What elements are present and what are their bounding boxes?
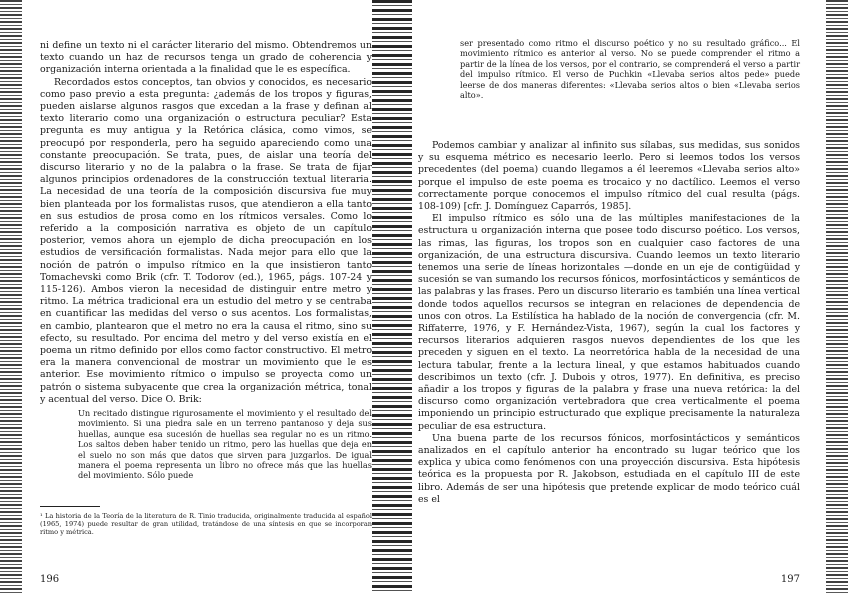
left-body-text bbox=[40, 40, 372, 406]
right-paragraph: El impulso rítmico es sólo una de las múltiples manifestaciones de la estructura u organización interna que posee todo discurso poético. Los versos, las rimas, las figuras, los tropos son en cualquier caso factores de una organización, de una estructura discursiva. Cuando leemos un texto literario tenemos una serie de líneas horizontales —donde en un eje de contigüidad y sucesión se van sumando los recursos fónicos, morfosintácticos y semánticos de las palabras y las frases. Pero un discurso literario es también una línea vertical donde todos aquellos recursos se integran en relaciones de dependencia de unos con otros. La Estilística ha hablado de la noción de convergencia (cfr. M. Riffaterre, 1976, y F. Hernández-Vista, 1967), según la cual los factores y recursos literarios adquieren rasgos nuevos dependientes de los que les preceden y siguen en el texto. La neorretórica habla de la necesidad de una lectura tabular, frente a la lectura lineal, y que estamos habituados cuando describimos un texto (cfr. J. Dubois y otros, 1977). En definitiva, es preciso añadir a los tropos y figuras de la palabra y frase una nueva retórica: la del discurso como organización vertebradora que crea verticalmente el poema imponiendo un principio estructurado que explique precisamente la naturaleza peculiar de esa estructura. bbox=[418, 213, 800, 432]
left-paragraph: ni define un texto ni el carácter literario del mismo. Obtendremos un texto cuando un haz de recursos tenga un grado de coherencia y organización interna orientada a la finalidad que le es específica. bbox=[40, 40, 372, 76]
scan-edge-right bbox=[826, 0, 848, 593]
right-body-text bbox=[418, 140, 800, 506]
footnote: ¹ La historia de la Teoría de la literatura de R. Tinio traducida, originalmente traducida al español (1965, 1974) puede resultar de gran utilidad, tratándose de una síntesis en que se incorporan ritmo y métrica. bbox=[40, 512, 372, 536]
footnote-rule bbox=[40, 506, 100, 507]
page-number-right: 197 bbox=[780, 574, 800, 585]
left-page bbox=[40, 0, 372, 593]
right-paragraph: Una buena parte de los recursos fónicos, morfosintácticos y semánticos analizados en el capítulo anterior ha encontrado su lugar teórico que los explica y ubica como fenómenos con una proyección discursiva. Esta hipótesis teórica es la propuesta por R. Jakobson, estudiada en el capítulo III de este libro. Además de ser una hipótesis que pretende explicar de modo teórico cuál es el bbox=[418, 432, 800, 505]
block-quote: Un recitado distingue rigurosamente el movimiento y el resultado del movimiento. Si una piedra sale en un terreno pantanoso y deja sus huellas, aunque esa sucesión de huellas sea regular no es un ritmo. Los saltos deben haber tenido un ritmo, pero las huellas que deja en el suelo no son más que datos que sirven para juzgarlos. De igual manera el poema representa un libro no ofrece más que las huellas del movimiento. Sólo puede bbox=[78, 408, 372, 481]
right-paragraph: Podemos cambiar y analizar al infinito sus sílabas, sus medidas, sus sonidos y su esquema métrico es necesario leerlo. Pero si leemos todos los versos precedentes (del poema) cuando llegamos a él leeremos «Llevaba serios alto» porque el impulso de este poema es trocaico y no dactílico. Leemos el verso correctamente porque conocemos el impulso rítmico del cual resulta (págs. 108-109) [cfr. J. Domínguez Caparrós, 1985]. bbox=[418, 140, 800, 213]
quote-continuation: ser presentado como ritmo el discurso poético y no su resultado gráfico... El movimiento rítmico es anterior al verso. No se puede comprender el ritmo a partir de la línea de los versos, por el contrario, se comprenderá el verso a partir del impulso rítmico. El verso de Puchkin «Llevaba serios altos pede» puede leerse de dos maneras diferentes: «Llevaba serios altos o bien «Llevaba serios alto». bbox=[460, 38, 800, 101]
left-paragraph: Recordados estos conceptos, tan obvios y conocidos, es necesario como paso previo a esta pregunta: ¿además de los tropos y figuras, pueden aislarse algunos rasgos que excedan a la frase y definan al texto literario como una organización o estructura peculiar? Esta pregunta es muy antigua y la Retórica clásica, como vimos, se preocupó por responderla, pero ha seguido apareciendo como una constante preocupación. Se trata, pues, de aislar una teoría del discurso literario y no de la palabra o la frase. Se trata de fijar algunos principios ordenadores de la construcción textual literaria. La necesidad de una teoría de la composición discursiva fue muy bien planteada por los formalistas rusos, que atendieron a ella tanto en sus estudios de prosa como en los rítmicos versales. Como lo referido a la composición narrativa es objeto de un capítulo posterior, vemos ahora un ejemplo de dicha preocupación en los estudios de versificación formalistas. Nada mejor para ello que la noción de patrón o impulso rítmico en la que insistieron tanto Tomachevski como Brik (cfr. T. Todorov (ed.), 1965, págs. 107-24 y 115-126). Ambos vieron la necesidad de distinguir entre metro y ritmo. La métrica tradicional era un estudio del metro y se centraba en cuantificar las medidas del verso o sus acentos. Los formalistas, en cambio, plantearon que el metro no era la causa el ritmo, sino su efecto, su resultado. Por encima del metro y del verso existía en el poema un ritmo definido por ellos como factor constructivo. El metro era la manera convencional de mostrar un movimiento que le es anterior. Ese movimiento rítmico o impulso se proyecta como un patrón o sistema subyacente que crea la organización métrica, tonal y acentual del verso. Dice O. Brik: bbox=[40, 76, 372, 405]
right-page bbox=[418, 0, 804, 593]
scan-edge-left bbox=[0, 0, 22, 593]
page-number-left: 196 bbox=[40, 574, 60, 585]
book-gutter bbox=[372, 0, 412, 593]
